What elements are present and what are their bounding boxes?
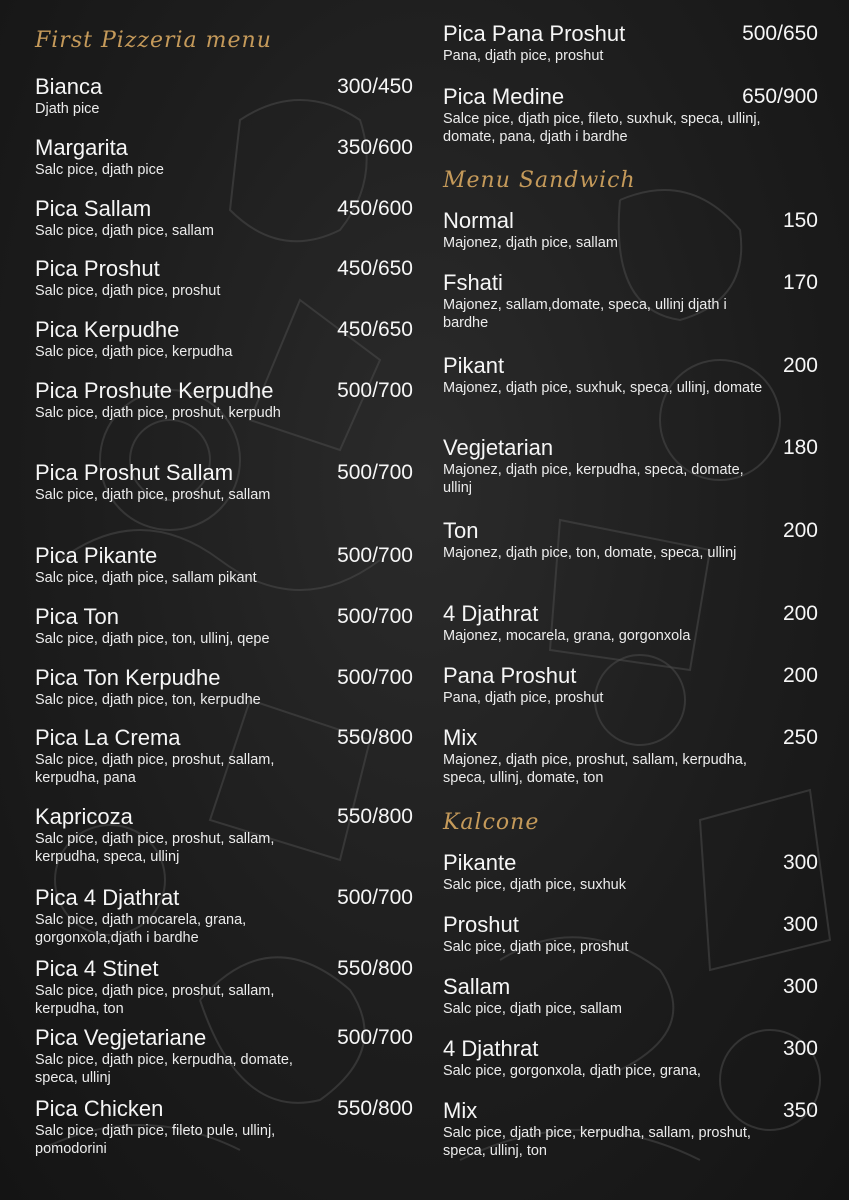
item-price: 180	[782, 436, 818, 459]
item-description: Salc pice, djath pice, suxhuk	[443, 877, 626, 893]
item-name: Pica Chicken	[35, 1096, 164, 1121]
item-price: 170	[782, 271, 818, 294]
item-name: Pica Ton Kerpudhe	[35, 665, 221, 690]
item-price: 550/800	[337, 805, 413, 828]
item-description: Pana, djath pice, proshut	[443, 48, 604, 64]
item-price: 200	[782, 354, 818, 377]
item-name: Pica Medine	[443, 84, 565, 109]
item-price: 500/700	[337, 544, 413, 567]
item-price: 250	[782, 726, 818, 749]
item-name: Ton	[443, 518, 479, 543]
item-name: 4 Djathrat	[443, 601, 539, 626]
item-description: Majonez, djath pice, suxhuk, speca, ullinj, domate	[443, 380, 763, 396]
item-description: Salc pice, djath pice, kerpudha, sallam, proshut, speca, ullinj, ton	[443, 1125, 751, 1159]
item-description: Salc pice, djath pice, proshut, kerpudh	[35, 405, 281, 421]
item-name: Mix	[443, 1098, 478, 1123]
item-name: Pica Pikante	[35, 543, 158, 568]
item-name: Pica 4 Djathrat	[35, 885, 180, 910]
item-price: 500/700	[337, 666, 413, 689]
item-description: Salc pice, djath pice, kerpudha, domate, speca, ullinj	[35, 1052, 293, 1086]
item-price: 300/450	[337, 75, 413, 98]
item-price: 550/800	[337, 1097, 413, 1120]
item-name: Pica Sallam	[35, 196, 152, 221]
item-description: Salc pice, djath pice, proshut, sallam, kerpudha, speca, ullinj	[35, 831, 275, 865]
item-description: Salc pice, djath mocarela, grana, gorgonxola,djath i bardhe	[35, 912, 247, 946]
item-name: 4 Djathrat	[443, 1036, 539, 1061]
item-price: 150	[782, 209, 818, 232]
item-name: Kapricoza	[35, 804, 133, 829]
item-name: Pica Vegjetariane	[35, 1025, 207, 1050]
item-name: Fshati	[443, 270, 503, 295]
item-price: 350	[782, 1099, 818, 1122]
item-description: Majonez, mocarela, grana, gorgonxola	[443, 628, 691, 644]
item-description: Salc pice, djath pice, sallam	[443, 1001, 622, 1017]
item-description: Majonez, djath pice, kerpudha, speca, domate, ullinj	[443, 462, 744, 496]
item-name: Pana Proshut	[443, 663, 577, 688]
item-price: 500/700	[337, 605, 413, 628]
item-description: Salc pice, djath pice, ton, ullinj, qepe	[35, 631, 270, 647]
item-price: 500/700	[337, 379, 413, 402]
item-name: Pica Pana Proshut	[443, 21, 626, 46]
item-name: Pikant	[443, 353, 505, 378]
item-name: Vegjetarian	[443, 435, 554, 460]
item-name: Pica Ton	[35, 604, 119, 629]
item-description: Salc pice, djath pice, sallam pikant	[35, 570, 257, 586]
item-price: 500/700	[337, 1026, 413, 1049]
item-name: Pica 4 Stinet	[35, 956, 159, 981]
item-description: Salc pice, djath pice, proshut, sallam, kerpudha, ton	[35, 983, 275, 1017]
item-price: 500/700	[337, 461, 413, 484]
item-price: 300	[782, 975, 818, 998]
item-description: Salc pice, djath pice, fileto pule, ullinj, pomodorini	[35, 1123, 276, 1157]
item-name: Pica Proshute Kerpudhe	[35, 378, 274, 403]
item-price: 200	[782, 602, 818, 625]
item-name: Bianca	[35, 74, 103, 99]
item-description: Salc pice, gorgonxola, djath pice, grana,	[443, 1063, 701, 1079]
item-description: Majonez, djath pice, ton, domate, speca, ullinj	[443, 545, 737, 561]
calzone-menu-heading: Kalcone	[443, 810, 540, 835]
item-name: Mix	[443, 725, 478, 750]
item-price: 300	[782, 1037, 818, 1060]
item-description: Salc pice, djath pice, proshut	[443, 939, 629, 955]
item-name: Pica Proshut Sallam	[35, 460, 234, 485]
item-name: Margarita	[35, 135, 128, 160]
item-price: 350/600	[337, 136, 413, 159]
item-name: Proshut	[443, 912, 519, 937]
item-name: Pica La Crema	[35, 725, 181, 750]
item-price: 500/700	[337, 886, 413, 909]
item-price: 300	[782, 913, 818, 936]
item-description: Majonez, sallam,domate, speca, ullinj djath i bardhe	[443, 297, 727, 331]
item-price: 550/800	[337, 726, 413, 749]
item-description: Salc pice, djath pice, kerpudha	[35, 344, 233, 360]
sandwich-menu-heading: Menu Sandwich	[443, 168, 636, 193]
item-description: Salc pice, djath pice, proshut, sallam, kerpudha, pana	[35, 752, 275, 786]
item-price: 300	[782, 851, 818, 874]
item-price: 550/800	[337, 957, 413, 980]
item-description: Salc pice, djath pice	[35, 162, 164, 178]
item-price: 200	[782, 664, 818, 687]
item-price: 200	[782, 519, 818, 542]
item-description: Salc pice, djath pice, proshut, sallam	[35, 487, 271, 503]
item-description: Pana, djath pice, proshut	[443, 690, 604, 706]
item-name: Sallam	[443, 974, 511, 999]
item-description: Salc pice, djath pice, proshut	[35, 283, 221, 299]
item-price: 500/650	[742, 22, 818, 45]
item-name: Pica Kerpudhe	[35, 317, 180, 342]
item-price: 650/900	[742, 85, 818, 108]
item-description: Djath pice	[35, 101, 100, 117]
item-name: Pica Proshut	[35, 256, 160, 281]
item-price: 450/600	[337, 197, 413, 220]
item-price: 450/650	[337, 257, 413, 280]
item-price: 450/650	[337, 318, 413, 341]
item-description: Salc pice, djath pice, sallam	[35, 223, 214, 239]
pizza-menu-heading: First Pizzeria menu	[35, 28, 272, 53]
item-name: Pikante	[443, 850, 517, 875]
item-description: Majonez, djath pice, sallam	[443, 235, 618, 251]
item-description: Majonez, djath pice, proshut, sallam, kerpudha, speca, ullinj, domate, ton	[443, 752, 747, 786]
item-name: Normal	[443, 208, 514, 233]
item-description: Salce pice, djath pice, fileto, suxhuk, speca, ullinj, domate, pana, djath i bardhe	[443, 111, 761, 145]
item-description: Salc pice, djath pice, ton, kerpudhe	[35, 692, 261, 708]
